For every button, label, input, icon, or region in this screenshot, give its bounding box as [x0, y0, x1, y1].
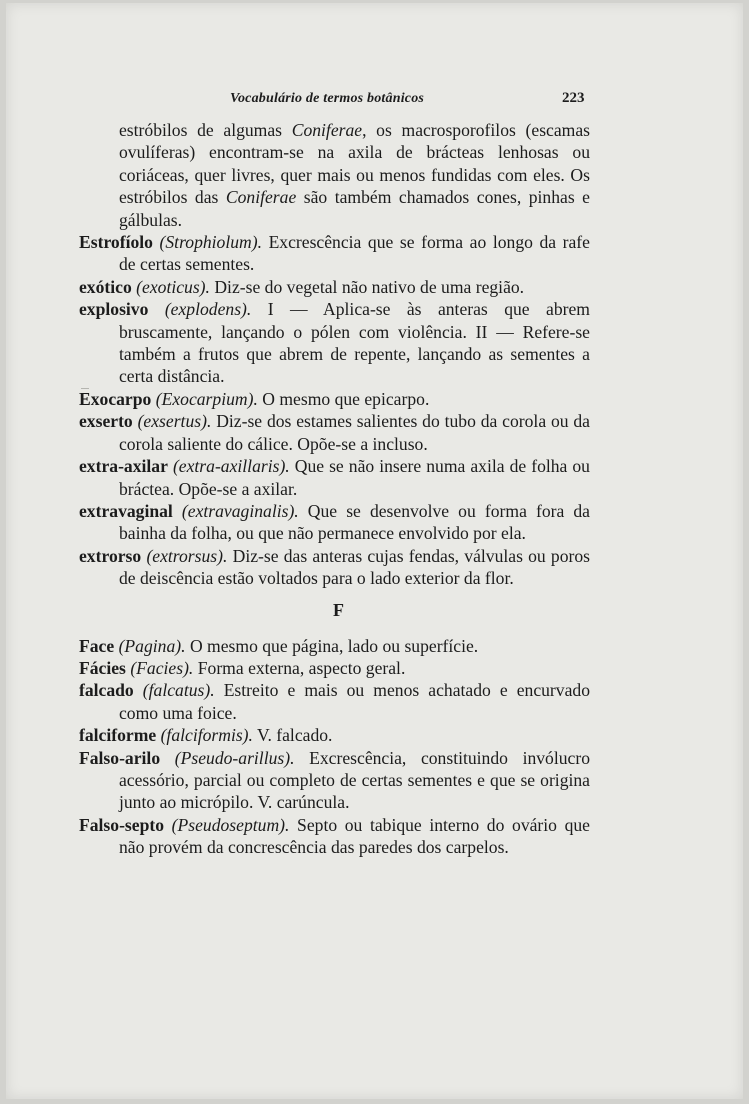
entries-letter-e	[79, 231, 590, 590]
entry-definition: O mesmo que página, lado ou superfície.	[189, 635, 479, 656]
glossary-entry	[79, 500, 590, 545]
entry-definition: O mesmo que epicarpo.	[262, 388, 430, 409]
entry-definition: V. falcado.	[257, 725, 333, 746]
entry-term: Face	[79, 635, 115, 656]
glossary-entry	[79, 724, 590, 746]
entry-term: exótico	[79, 276, 132, 297]
glossary-entry	[79, 635, 590, 657]
entry-latin-name: (extravaginalis).	[181, 500, 299, 521]
entry-latin-name: (extrorsus).	[146, 545, 228, 566]
glossary-entry	[79, 657, 590, 679]
entry-latin-name: (exoticus).	[136, 276, 210, 297]
entry-latin-name: (Strophiolum).	[159, 232, 262, 253]
entry-term: falcado	[79, 680, 134, 701]
entry-latin-name: (exsertus).	[137, 411, 212, 432]
entry-term: falciforme	[79, 725, 157, 746]
entry-latin-name: (Pseudo-arillus).	[174, 747, 295, 768]
entry-definition: Excrescência, constituindo invólucro acessório, parcial ou completo de certas sementes e que se origina junto ao micrópilo. V. carúncula.	[119, 747, 591, 813]
continuation-paragraph: estróbilos de algumas Coniferae, os macrosporofilos (escamas ovulíferas) encontram-se na axila de brácteas lenhosas ou coriáceas, quer livres, quer mais ou menos fundidas com eles. Os estróbilos das Coniferae são também chamados cones, pinhas e gálbulas.	[119, 120, 590, 230]
entry-definition: Excrescência que se forma ao longo da rafe de certas sementes.	[119, 232, 590, 275]
book-page	[6, 3, 743, 1099]
page-header	[6, 91, 743, 113]
entry-definition: I — Aplica-se às anteras que abrem bruscamente, lançando o pólen com violência. II — Refere-se também a frutos que abrem de repente, lançando as sementes a certa distância.	[119, 299, 590, 387]
entry-term: Falso-arilo	[79, 747, 161, 768]
entry-latin-name: (Pseudoseptum).	[171, 814, 290, 835]
glossary-entry	[79, 298, 590, 388]
entry-definition: Que se não insere numa axila de folha ou bráctea. Opõe-se a axilar.	[119, 456, 590, 499]
glossary-entry	[79, 231, 590, 276]
entry-definition: Estreito e mais ou menos achatado e encurvado como uma foice.	[119, 680, 590, 723]
entry-definition: Diz-se do vegetal não nativo de uma região.	[214, 276, 525, 297]
entry-term: extrorso	[79, 545, 142, 566]
running-title: Vocabulário de termos botânicos	[230, 91, 425, 106]
entry-term: extravaginal	[79, 500, 173, 521]
entry-term: Fácies	[79, 657, 126, 678]
entry-definition: Diz-se dos estames salientes do tubo da corola ou da corola saliente do cálice. Opõe-se a incluso.	[119, 411, 590, 454]
entry-term: Falso-septo	[79, 814, 165, 835]
entry-term: Estrofíolo	[79, 232, 153, 253]
entry-term: Exocarpo	[79, 388, 152, 409]
entry-definition: Que se desenvolve ou forma fora da bainha da folha, ou que não permanece envolvido por ela.	[119, 500, 590, 544]
entry-latin-name: (falcatus).	[142, 680, 215, 701]
entry-latin-name: (Facies).	[130, 657, 194, 678]
entry-latin-name: (explodens).	[164, 299, 252, 320]
glossary-text	[79, 119, 590, 859]
entries-letter-f	[79, 635, 590, 859]
glossary-entry	[79, 814, 590, 859]
glossary-entry	[79, 410, 590, 455]
entry-latin-name: (extra-axillaris).	[172, 456, 290, 477]
entry-latin-name: (Exocarpium).	[155, 388, 258, 409]
glossary-entry	[79, 545, 590, 590]
glossary-entry	[79, 388, 590, 410]
section-letter: F	[333, 599, 344, 620]
entry-definition: Forma externa, aspecto geral.	[197, 657, 406, 678]
entry-latin-name: (Pagina).	[118, 635, 186, 656]
entry-term: explosivo	[79, 299, 149, 320]
glossary-entry	[79, 679, 590, 724]
entry-definition: Diz-se das anteras cujas fendas, válvulas ou poros de deiscência estão voltados para o lado exterior da flor.	[119, 545, 591, 589]
glossary-entry	[79, 455, 590, 500]
glossary-entry	[79, 747, 590, 814]
entry-term: exserto	[79, 411, 133, 432]
entry-latin-name: (falciformis).	[160, 725, 253, 746]
entry-definition: Septo ou tabique interno do ovário que não provém da concrescência das paredes dos carpelos.	[119, 814, 590, 858]
entry-term: extra-axilar	[79, 456, 168, 477]
glossary-entry	[79, 276, 590, 298]
page-number: 223	[562, 90, 585, 106]
